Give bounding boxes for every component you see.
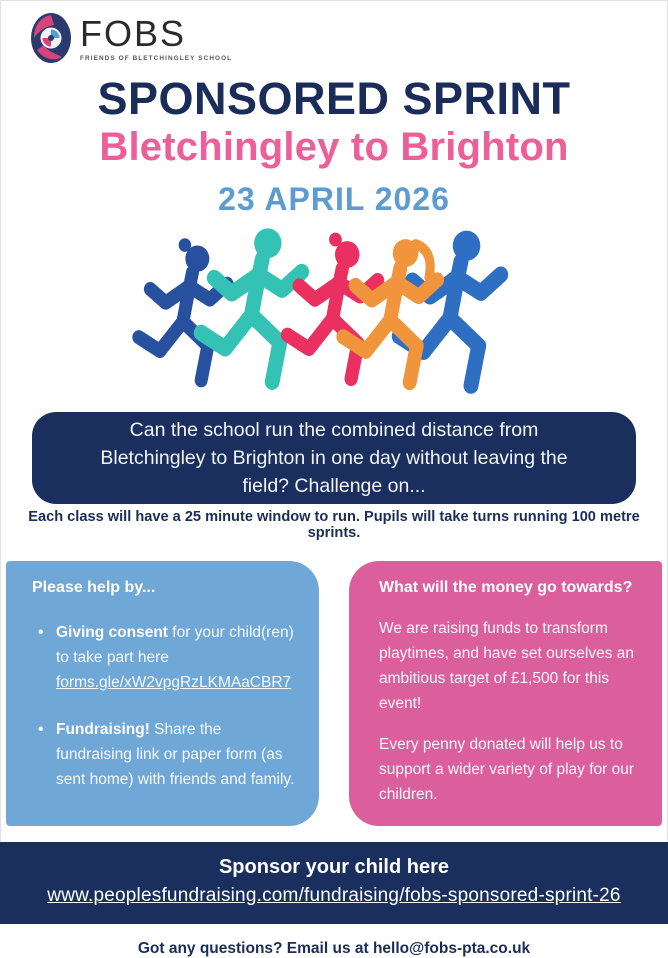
help-box: [6, 561, 319, 826]
fobs-logo-icon: [30, 12, 72, 64]
list-item-fundraising: [38, 717, 297, 792]
logo: [0, 0, 668, 68]
money-box-para2: Every penny donated will help us to support a wider variety of play for our children.: [379, 736, 635, 803]
money-box-para1: We are raising funds to transform playtimes, and have set ourselves an ambitious target of £1,500 for this event!: [379, 620, 635, 712]
runner-navy: [139, 238, 227, 380]
help-list: [32, 620, 297, 792]
sponsor-bar: [0, 842, 668, 924]
questions-line: Got any questions? Email us at hello@fobs-pta.co.uk: [137, 940, 531, 957]
class-window-note: Each class will have a 25 minute window to run. Pupils will take turns running 100 metre sprints.: [28, 509, 640, 541]
help-box-title: Please help by...: [32, 579, 156, 596]
page-title: SPONSORED SPRINT: [97, 73, 571, 124]
consent-form-link[interactable]: forms.gle/xW2vpgRzLKMAaCBR7: [56, 674, 292, 691]
fundraising-bold: Fundraising!: [56, 721, 150, 738]
challenge-box: [32, 412, 636, 504]
sponsor-title: Sponsor your child here: [218, 856, 450, 878]
list-item-consent: [38, 620, 297, 695]
consent-bold: Giving consent: [56, 624, 168, 641]
runner-teal: [201, 228, 302, 382]
runners-illustration: [138, 224, 530, 410]
challenge-text: Can the school run the combined distance from Bletchingley to Brighton in one day without leaving the field? Challenge on...: [100, 419, 568, 497]
event-date: 23 APRIL 2026: [218, 181, 450, 217]
fundraising-rest: Share the fundraising link or paper form (as sent home) with friends and family.: [56, 721, 295, 788]
page-subtitle: Bletchingley to Brighton: [99, 125, 569, 169]
money-box: [349, 561, 662, 826]
logo-name: FOBS: [80, 13, 187, 54]
info-columns: [6, 561, 662, 826]
sponsor-link[interactable]: www.peoplesfundraising.com/fundraising/fobs-sponsored-sprint-26: [47, 885, 621, 906]
logo-text: [80, 12, 232, 62]
consent-rest: for your child(ren) to take part here: [56, 624, 294, 666]
money-box-title: What will the money go towards?: [379, 579, 633, 596]
logo-tagline: FRIENDS OF BLETCHINGLEY SCHOOL: [80, 55, 233, 62]
